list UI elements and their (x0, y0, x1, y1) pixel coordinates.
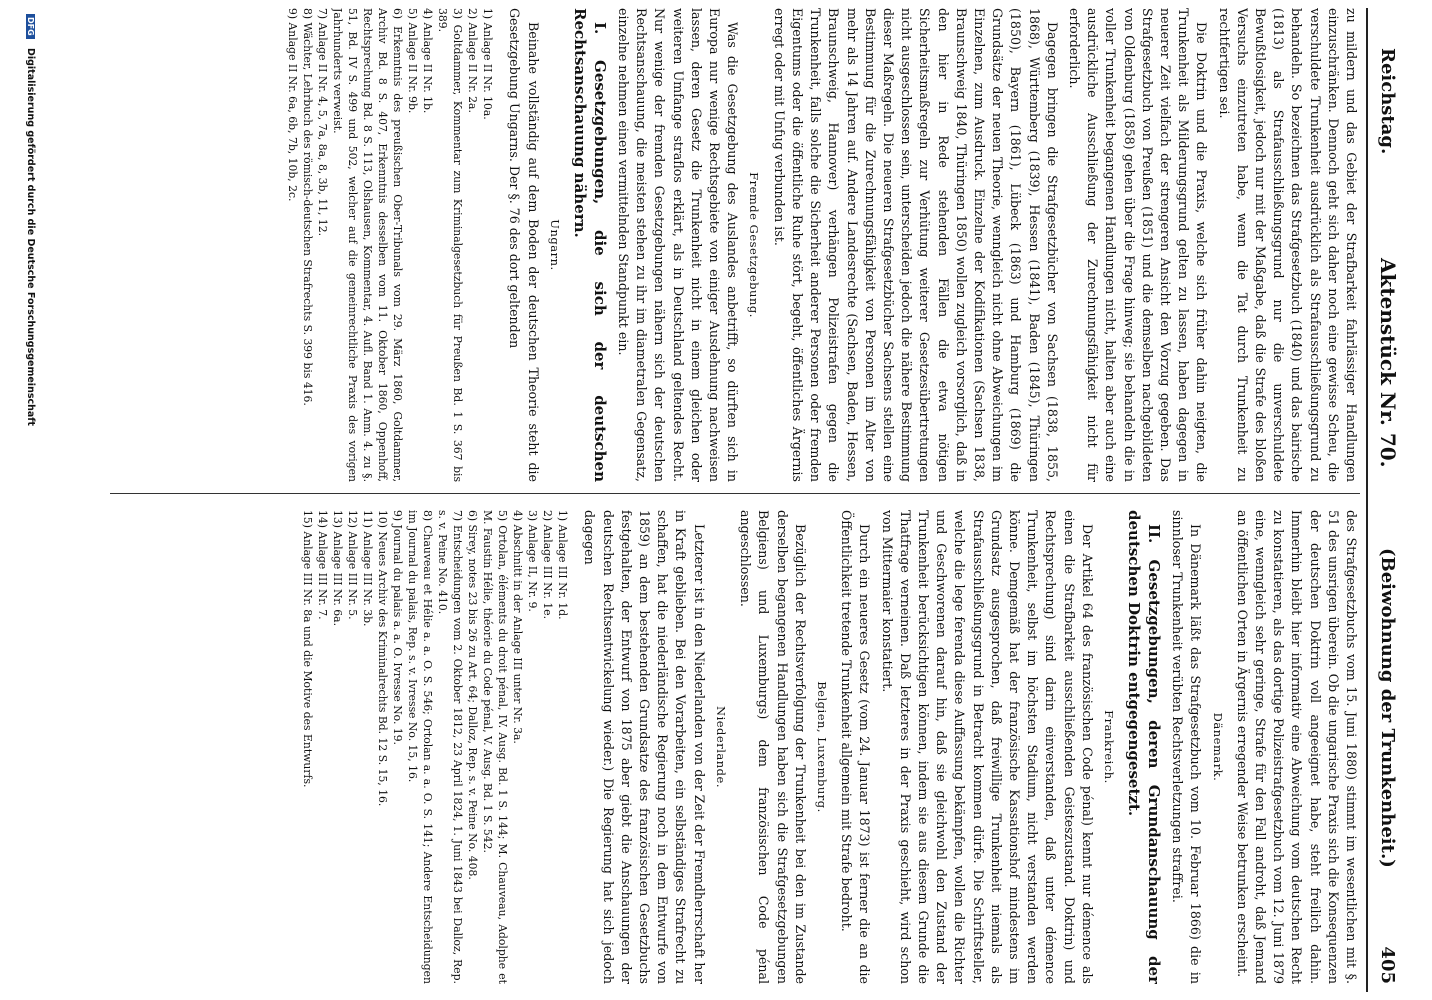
paragraph: des Strafgesetzbuchs vom 15. Juni 1880) stimmt im wesentlichen mit §. 51 des unsrigen überein. Ob die ungarische Praxis sich die Konsequenzen der deutschen Doktrin voll angeeignet habe, steht freilich dahin. Immerhin bleibt hier informativ eine Abweichung vom deutschen Recht zu konstatieren, als das dortige Polizeistrafgesetzbuch vom 12. Juni 1879 eine, wenngleich sehr geringe, Strafe für den Fall androht, daß Jemand an öffentlichen Orten in Ärgernis erregender Weise betrunken erscheint. (1234, 510, 1359, 984)
paragraph: Die Doktrin und die Praxis, welche sich früher dahin neigten, die Trunkenheit als Milderungsgrund gelten zu lassen, haben dagegen in neuerer Zeit vielfach der strengeren Ansicht den Vorzug gegeben. Das Strafgesetzbuch von Preußen (1851) und die demselben nachgebildeten von Oldenburg (1858) gehen über die Frage hinweg; sie behandeln die in voller Trunkenheit begangenen Handlungen nicht, halten aber auch eine ausdrückliche Ausschließung der Zurechnungsfähigkeit nicht für erforderlich. (1066, 8, 1210, 482)
credit-text: Digitalisierung gefördert durch die Deutsche Forschungsgemeinschaft (25, 47, 36, 426)
footnote: 3) Goltdammer, Kommentar zum Kriminalgesetzbuch für Preußen Bd. 1 S. 367 bis 389. (436, 8, 465, 482)
footnote: 9) Anlage II Nr. 6a, 6b, 7b, 10b, 2c. (286, 8, 300, 202)
footnote: 13) Anlage III Nr. 6a. (331, 510, 345, 627)
footnote: 5) Ortolan, éléments du droit pénal, IV. Ausg. Bd. 1 S. 144; M. Chauveau, Adolphe et M. Faustin Hélie, théorie du Code pénal, V. Ausg. Bd. 1 S. 542. (481, 510, 510, 984)
header-left: Reichstag. (1377, 48, 1398, 155)
paragraph: Was die Gesetzgebung des Auslandes anbetrifft, so dürften sich in Europa nur wenige Rechtsgebiete von einiger Ausdehnung nachweisen lassen, deren Gesetz die Trunkenheit nicht in einem gleichen oder weiteren Umfange straflos erklärt, als in Deutschland geltendes Recht. Nur wenige der fremden Gesetzgebungen nähern sich der deutschen Rechtsanschauung, die meisten stehen zu ihr im diametralen Gegensatz, einzelne nehmen einen vermittelnden Standpunkt ein. (616, 8, 741, 482)
footnote: 6) Sirey, notes 23 bis 26 zu Art. 64; Dalloz, Rep. s. v. Peine No. 408. (466, 510, 480, 880)
digitization-credit (22, 14, 36, 994)
paragraph: In Dänemark läßt das Strafgesetzbuch vom 10. Februar 1866) die in sinnloser Trunkenheit verübten Rechtsverletzungen straffrei. (1170, 510, 1204, 984)
rotated-content (20, 0, 1412, 1000)
footnote: 11) Anlage III Nr. 3b. (361, 510, 375, 627)
footnote: 2) Anlage II Nr. 2a. (466, 8, 480, 113)
footnote: 15) Anlage III Nr. 8a und die Motive des Entwurfs. (301, 510, 315, 788)
paragraph: Beinahe vollständig auf dem Boden der deutschen Theorie steht die Gesetzgebung Ungarns. Der §. 76 des dort geltenden (507, 8, 541, 482)
paragraph: Bezüglich der Rechtsverfolgung der Trunkenheit bei den im Zustande derselben begangenen Handlungen haben sich die Strafgesetzgebungen Belgiens) und Luxemburgs) dem französischen Code pénal angeschlossen. (738, 510, 808, 984)
footnote: 10) Neues Archiv des Kriminalrechts Bd. 12 S. 15, 16. (376, 510, 390, 807)
subheading: Dänemark. (1210, 712, 1225, 782)
header-right: (Beiwohnung der Trunkenheit.) (1377, 548, 1398, 868)
section-heading: II. Gesetzgebungen, deren Grundanschauung der deutschen Doktrin entgegengesetzt. (1124, 510, 1163, 984)
paragraph: Dagegen bringen die Strafgesetzbücher von Sachsen (1838, 1855, 1868), Württemberg (1839), Hessen (1841), Baden (1845), Thüringen (1850), Bayern (1861), Lübeck (1863) und Hamburg (1869) die Grundsätze der neuen Theorie, wenngleich nicht ohne Abweichungen im Einzelnen, zum Ausdruck. Einzelne der Kodifikationen (Sachsen 1838, Braunschweig 1840, Thüringen 1850) wollen zugleich vorsorglich, daß in den hier in Rede stehenden Fällen die etwa nötigen Sicherheitsmaßregeln zur Verhütung weiterer Gesetzesübertretungen nicht ausgeschlossen sein, unterscheiden jedoch die nähere Bestimmung dieser Maßregeln. Die neueren Strafgesetzbücher Sachsens stellen eine Bestimmung für die Zurechnungsfähigkeit von Personen im Alter von mehr als 14 Jahren auf. Andere Landesrechte (Sachsen, Baden, Hessen, Braunschweig, Hannover) verhängen Polizeistrafen gegen die Trunkenheit, falls solche die Sicherheit anderer Personen oder fremden Eigentums oder die öffentliche Ruhe stört, begeht, öffentliches Ärgernis erregt oder mit Unfug verbunden ist. (771, 8, 1060, 482)
section-heading: I. Gesetzgebungen, die sich der deutschen Rechtsanschauung nähern. (570, 8, 609, 482)
footnote: 8) Wächter, Lehrbuch des römisch-deutschen Strafrechts S. 399 bis 416. (301, 8, 315, 406)
footnote: 4) Abschnitt in der Anlage III unter Nr. 3a. (511, 510, 525, 744)
footnotes (300, 510, 570, 984)
footnote: 4) Anlage II Nr. 1b. (421, 8, 435, 114)
footnote: 7) Entscheidungen vom 2. Oktober 1812, 23 April 1824, 1. Juni 1843 bei Dalloz, Rep. s. v. Peine No. 410. (436, 510, 465, 984)
subheading: Niederlande. (713, 706, 728, 788)
subheading: Ungarn. (547, 219, 562, 271)
paragraph: Letzterer ist in den Niederlanden von der Zeit der Fremdherrschaft her in Kraft geblieben. Bei den Vorarbeiten, ein selbständiges Strafrecht zu schaffen, hat die niederländische Regierung noch in dem Entwurfe von 1859) an dem bestehenden Grundsatze des französischen Gesetzbuchs festgehalten, der Entwurf von 1875 aber giebt die Anschauungen der deutschen Rechtsentwickelung wieder.) Die Regierung hat sich jedoch dagegen (582, 510, 707, 984)
footnote: 5) Anlage II Nr. 9b. (406, 8, 420, 114)
footnote: 1) Anlage III Nr. 1d. (556, 510, 570, 620)
footnote: 2) Anlage III Nr. 1e. (541, 510, 555, 620)
footnote: 14) Anlage III Nr. 7. (316, 510, 330, 620)
footnote: 3) Anlage II, Nr. 9. (526, 510, 540, 612)
page-header (1366, 8, 1408, 992)
footnote: 8) Chauveau et Hélie a. a. O. S. 546; Ortolan a. a. O. S. 141; Andere Entscheidungen im Journal du palais, Rep. s. v. Ivresse No. 15, 16. (406, 510, 435, 984)
page-number: 405 (1377, 946, 1398, 984)
subheading: Fremde Gesetzgebung. (747, 172, 762, 318)
footnote: 6) Erkenntnis des preußischen Ober-Tribunals vom 29. März 1860, Goltdammer, Archiv Bd. 8 S. 407, Erkenntnis desselben vom 11. Oktober 1860, Oppenhoff, Rechtsprechung Bd. 8 S. 113, Olshausen, Kommentar, 4. Aufl. Band 1. Anm. 4. zu §. 51, Bd. IV S. 499 und 502, welcher auf die gemeinrechtliche Praxis des vorigen Jahrhunderts verweist. (331, 8, 405, 482)
right-column (40, 510, 1360, 984)
footnote: 1) Anlage II Nr. 10a. (481, 8, 495, 120)
paragraph: Durch ein neueres Gesetz (vom 24. Januar 1873) ist ferner die an die Öffentlichkeit tretende Trunkenheit allgemein mit Strafe bedroht. (839, 510, 873, 984)
subheading: Frankreich. (1101, 710, 1116, 784)
header-center: Aktenstück Nr. 70. (1376, 258, 1400, 468)
subheading: Belgien, Luxemburg. (814, 681, 829, 813)
paragraph: zu mildern und das Gebiet der Strafbarkeit fahrlässiger Handlungen einzuschränken. Dennoch geht sich daher noch eine gewisse Scheu, die verschuldete Trunkenheit ausdrücklich als Strafausschließungsgrund zu behandeln. So bezeichnen das Strafgesetzbuch (1840) und das bairische (1813) als Strafausschließungsgrund nur die unverschuldete Bewußtlosigkeit, jedoch nur mit der Maßgabe, daß die Strafe des bloßen Versuchs einzutreten habe, wenn die Tat durch Trunkenheit zu rechtfertigen sei. (1216, 8, 1359, 482)
column-divider (110, 493, 1360, 494)
footnotes (285, 8, 495, 482)
dfg-logo: DFG (26, 14, 35, 39)
footnote: 9) Journal du palais a. a. O. Ivresse No. 19. (391, 510, 405, 745)
left-column (40, 8, 1360, 482)
footnote: 12) Anlage III Nr. 5. (346, 510, 360, 620)
paragraph: Der Artikel 64 des französischen Code pénal) kennt nur démence als einen die Strafbarkeit ausschließenden Geisteszustand. Doktrin) und Rechtsprechung) sind darin einverstanden, daß unter démence Trunkenheit, selbst im höchsten Stadium, nicht verstanden werden könne. Demgemäß hat der französische Kassationshof mindestens im Grundsatz ausgesprochen, daß freiwillige Trunkenheit niemals als Strafausschließungsgrund in Betracht kommen dürfe. Die Schriftsteller, welche die lege ferenda diese Auffassung bekämpfen, wollen die Richter und Geschworenen darauf hin, daß sie gleichwohl den Zustand der Trunkenheit berücksichtigen können, indem sie aus diesem Grunde die Thatfrage verneinen. Daß letzteres in der Praxis geschieht, wird schon von Mittermaier konstatiert. (879, 510, 1095, 984)
footnote: 7) Anlage II Nr. 4, 5, 7a, 8a, 8, 3b, 11, 12. (316, 8, 330, 237)
